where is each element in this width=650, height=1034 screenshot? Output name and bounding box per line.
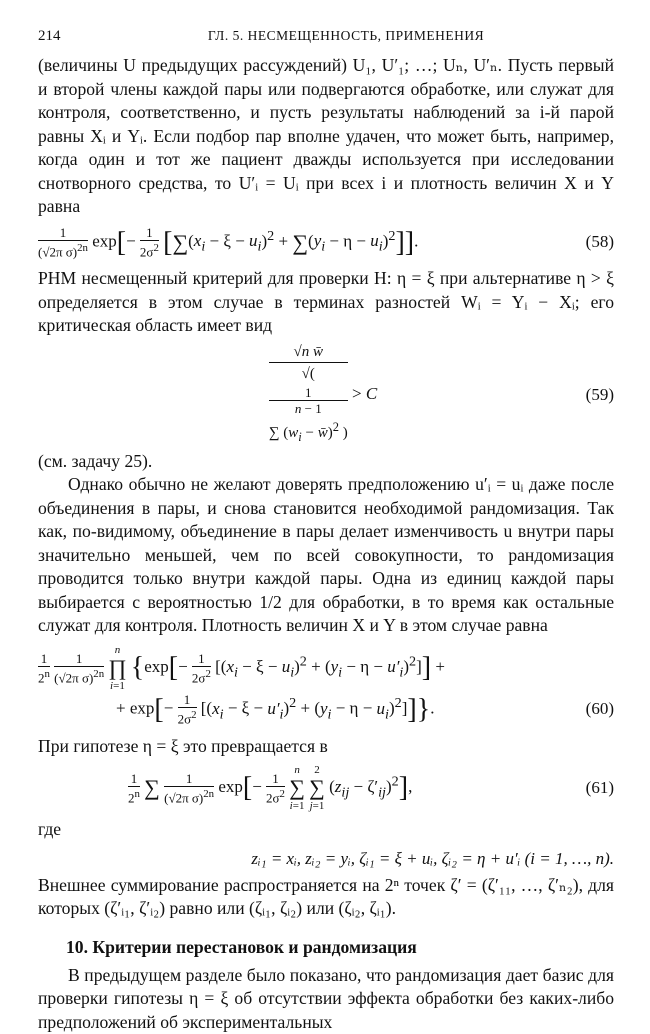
running-title: ГЛ. 5. НЕСМЕЩЕННОСТЬ, ПРИМЕНЕНИЯ [207, 28, 485, 43]
equation-59 [38, 342, 614, 448]
equation-60-number: (60) [585, 699, 614, 719]
equation-60-body-1: $\frac{1}{2^n}$ $\frac{1}{(√2\pi \sigma)^{2n}}$ n ∏ i=1 {exp[− $\frac{1}{2\sigma^2}$ $[(x_i - \xi - u_i)^2 + (y_i - \eta - u'_i)^2]$] + [38, 643, 445, 692]
equation-61-body: $\frac{1}{2^n}$ ∑ $\frac{1}{(√2\pi \sigma)^{2n}}$ exp[− $\frac{1}{2\sigma^2}$ n ∑ i=1 2 ∑ j=1 $(z_{ij} - \zeta'_{ij})^2$], [128, 764, 413, 813]
paragraph-6: где [38, 819, 62, 840]
book-page [38, 28, 614, 1034]
page-header [38, 28, 614, 54]
paragraph-8: В предыдущем разделе было показано, что рандомизация дает базис для проверки гипотезы η = ξ об отсутствии эффекта обработки без каких-либо предположений об экспериментальных [38, 964, 614, 1032]
paragraph-7: Внешнее суммирование распространяется на 2ⁿ точек ζ′ = (ζ′₁₁, …, ζ′ₙ₂), для которых (ζ′ᵢ₁, ζ′ᵢ₂) равно или (ζᵢ₁, ζᵢ₂) или (ζᵢ₂, ζᵢ₁). [38, 874, 614, 919]
page-number: 214 [38, 28, 61, 44]
paragraph-4: Однако обычно не желают доверять предположению u′ᵢ = uᵢ даже после объединения в пары, и снова становится необходимой рандомизация. Так как, по-видимому, объединение в пары делает изменчивость u внутри пары значительно меньшей, чем по всей совокупности, то рандомизация проводится только внутри каждой пары. Одна из единиц каждой пары выбирается с вероятностью 1/2 для обработки, в то время как остальные служат для контроля. Плотность величин X и Y в этом случае равна [38, 474, 614, 636]
equation-61-number: (61) [585, 778, 614, 798]
paragraph-3: (см. задачу 25). [38, 450, 153, 471]
paragraph-5: При гипотезе η = ξ это превращается в [38, 735, 328, 756]
equation-60-body-2: + exp[− $\frac{1}{2\sigma^2}$ $[(x_i - \xi - u'_i)^2 + (y_i - \eta - u_i)^2]$]}. [116, 692, 435, 727]
equation-59-body: √n w̄ √( 1 n − 1 ∑ ($w_i$ − w̄)$^2$ ) > C [268, 343, 378, 444]
equation-where [38, 848, 614, 870]
equation-58-body: $\frac{1}{(√2\pi \sigma)^{2n}}$ exp[− $\frac{1}{2\sigma^2}$ $[\sum(x_i - \xi - u_i)^2 + \sum(y_i - \eta - u_i)^2]$]. [38, 225, 419, 260]
paragraph-2: РНМ несмещенный критерий для проверки H: η = ξ при альтернативе η > ξ определяется в этом случае в терминах разностей Wᵢ = Yᵢ − Xᵢ; его критическая область имеет вид [38, 268, 614, 336]
paragraph-1: (величины U предыдущих рассуждений) U₁, U′₁; …; Uₙ, U′ₙ. Пусть первый и второй члены каждой пары или подвергаются обработке, или служат для контроля, соответственно, и пусть результаты наблюдений за i-й парой равны Xᵢ и Yᵢ. Если подбор пар вполне удачен, что может быть, например, когда один и тот же пациент дважды используется при исследовании снотворного средства, то U′ᵢ = Uᵢ при всех i и плотность величин X и Y равна [38, 55, 614, 216]
equation-59-number: (59) [585, 384, 614, 404]
equation-58 [38, 225, 614, 260]
equation-60-line-1 [38, 644, 614, 692]
equation-61 [38, 764, 614, 812]
section-heading: 10. Критерии перестановок и рандомизация [66, 936, 417, 957]
equation-where-body: zᵢ₁ = xᵢ, zᵢ₂ = yᵢ, ζᵢ₁ = ξ + uᵢ, ζᵢ₂ = η + u′ᵢ (i = 1, …, n). [251, 848, 614, 868]
equation-58-number: (58) [585, 231, 614, 251]
equation-60-line-2 [38, 692, 614, 727]
